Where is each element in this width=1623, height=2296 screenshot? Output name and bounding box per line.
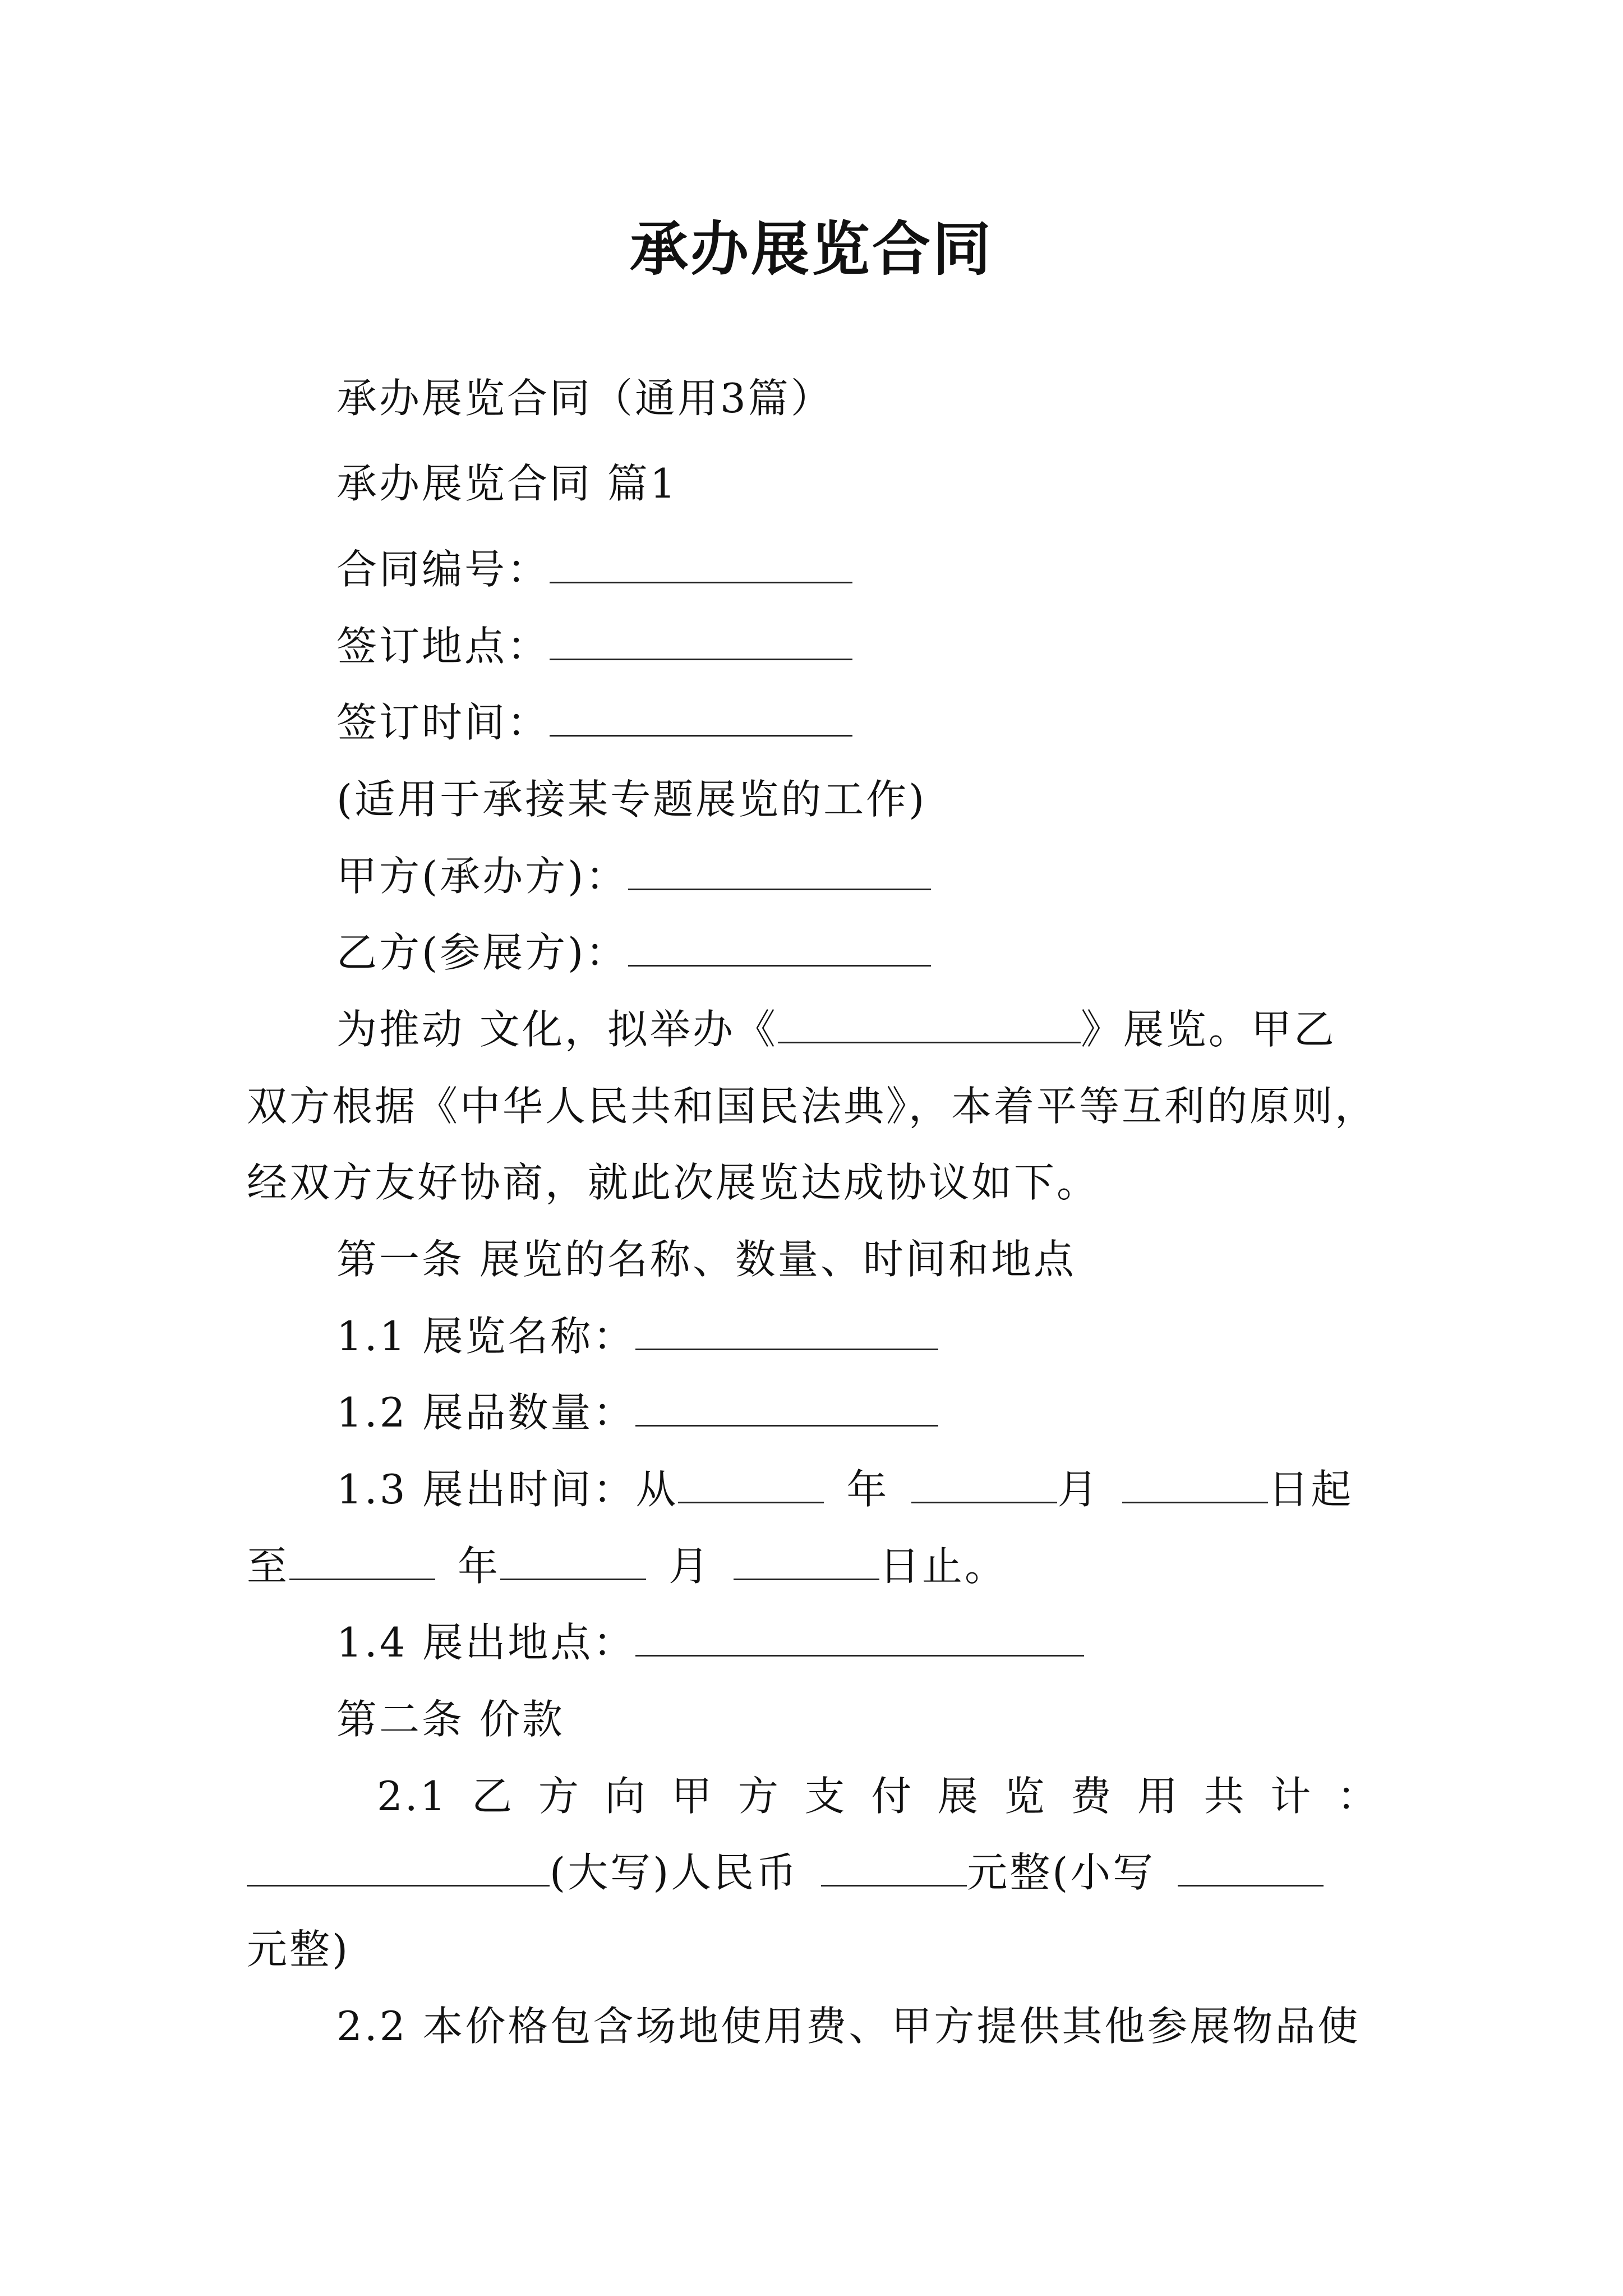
article-1-heading — [336, 1231, 1076, 1287]
part-heading-text: 承办展览合同 篇1 — [336, 460, 678, 507]
exhibition-title-blank[interactable] — [635, 1313, 938, 1350]
article-1-text: 第一条 展览的名称、数量、时间和地点 — [336, 1236, 1076, 1283]
clause-1-3-continued — [247, 1538, 1007, 1594]
clause-2-1-char: 方 — [737, 1773, 781, 1820]
clause-1-1 — [336, 1308, 938, 1364]
part-heading — [336, 455, 678, 512]
scope-line — [336, 771, 926, 827]
clause-1-2 — [336, 1384, 938, 1441]
start-day-unit: 日起 — [1268, 1466, 1354, 1513]
sign-time-blank[interactable] — [550, 699, 852, 737]
intro-text-a: 为推动 文化，拟举办《 — [336, 1006, 778, 1053]
clause-1-3-label: 1.3 展出时间：从 — [336, 1466, 679, 1513]
end-month-blank[interactable] — [500, 1543, 646, 1580]
exhibition-name-blank[interactable] — [778, 1006, 1081, 1043]
party-b-label: 乙方(参展方)： — [336, 929, 629, 976]
start-month-blank[interactable] — [911, 1466, 1057, 1503]
end-year-blank[interactable] — [289, 1543, 435, 1580]
sign-place-label: 签订地点： — [336, 623, 550, 670]
end-year-unit: 年 — [458, 1543, 501, 1590]
clause-2-1-end-text: 元整) — [247, 1926, 351, 1973]
clause-1-1-label: 1.1 展览名称： — [336, 1313, 636, 1360]
subtitle — [336, 370, 833, 426]
subtitle-text: 承办展览合同（通用3篇） — [336, 375, 833, 422]
sign-place-line — [336, 618, 852, 674]
venue-blank[interactable] — [635, 1619, 1084, 1657]
amount-rmb-blank[interactable] — [821, 1849, 967, 1887]
intro-text-b: 》展览。甲乙 — [1080, 1006, 1336, 1053]
party-b-blank[interactable] — [628, 929, 931, 967]
party-a-blank[interactable] — [628, 853, 931, 890]
clause-2-1-char: 览 — [1004, 1773, 1047, 1820]
clause-2-2-text: 2.2 本价格包含场地使用费、甲方提供其他参展物品使 — [336, 2003, 1361, 2050]
clause-1-3 — [336, 1461, 1353, 1517]
clause-2-2 — [336, 1998, 1360, 2054]
clause-2-1-char: 乙 — [472, 1773, 515, 1820]
clause-2-1-char: 向 — [605, 1773, 648, 1820]
intro-line-2 — [247, 1078, 1377, 1134]
clause-1-4-label: 1.4 展出地点： — [336, 1619, 636, 1666]
clause-2-1-char: 2.1 — [377, 1773, 448, 1820]
sign-time-label: 签订时间： — [336, 699, 550, 746]
start-month-unit: 月 — [1057, 1466, 1100, 1513]
clause-2-1-char: 付 — [871, 1773, 914, 1820]
exhibit-count-blank[interactable] — [635, 1389, 938, 1427]
intro-text-3: 经双方友好协商，就此次展览达成协议如下。 — [247, 1159, 1100, 1206]
end-day-blank[interactable] — [734, 1543, 879, 1580]
party-a-line — [336, 848, 931, 904]
clause-2-1-end — [247, 1921, 350, 1977]
article-2-heading — [336, 1691, 565, 1747]
clause-2-1-char: 用 — [1137, 1773, 1180, 1820]
clause-2-1-char: 计 — [1270, 1773, 1313, 1820]
sign-time-line — [336, 694, 852, 751]
sign-place-blank[interactable] — [550, 623, 852, 660]
end-month-unit: 月 — [668, 1543, 712, 1590]
contract-number-label: 合同编号： — [336, 546, 550, 593]
amount-words-blank[interactable] — [247, 1849, 550, 1887]
amount-figures-blank[interactable] — [1178, 1849, 1324, 1887]
clause-2-1-char: ： — [1336, 1773, 1380, 1820]
start-year-unit: 年 — [846, 1466, 889, 1513]
clause-1-2-label: 1.2 展品数量： — [336, 1389, 636, 1436]
clause-2-1-char: 展 — [937, 1773, 980, 1820]
scope-text: (适用于承接某专题展览的工作) — [336, 776, 927, 823]
document-title: 承办展览合同 — [629, 214, 993, 283]
start-day-blank[interactable] — [1122, 1466, 1268, 1503]
party-b-line — [336, 924, 931, 981]
intro-line-1 — [336, 1001, 1336, 1057]
intro-line-3 — [247, 1154, 1099, 1211]
contract-number-line — [336, 541, 852, 597]
article-2-text: 第二条 价款 — [336, 1696, 565, 1743]
amount-figures-label: 元整(小写 — [967, 1849, 1156, 1896]
start-year-blank[interactable] — [678, 1466, 824, 1503]
intro-text-2: 双方根据《中华人民共和国民法典》，本着平等互利的原则， — [247, 1083, 1378, 1130]
end-prefix: 至 — [247, 1543, 290, 1590]
clause-2-1-char: 支 — [804, 1773, 847, 1820]
clause-2-1-char: 费 — [1071, 1773, 1114, 1820]
clause-1-4 — [336, 1614, 1084, 1671]
clause-2-1-char: 共 — [1204, 1773, 1247, 1820]
clause-2-1-char: 甲 — [671, 1773, 714, 1820]
contract-number-blank[interactable] — [550, 546, 852, 583]
end-day-unit: 日止。 — [879, 1543, 1008, 1590]
party-a-label: 甲方(承办方)： — [336, 853, 629, 900]
amount-words-label: (大写)人民币 — [550, 1849, 799, 1896]
clause-2-1-char: 方 — [538, 1773, 581, 1820]
clause-2-1-continued — [247, 1844, 1324, 1901]
clause-2-1 — [377, 1768, 1380, 1824]
